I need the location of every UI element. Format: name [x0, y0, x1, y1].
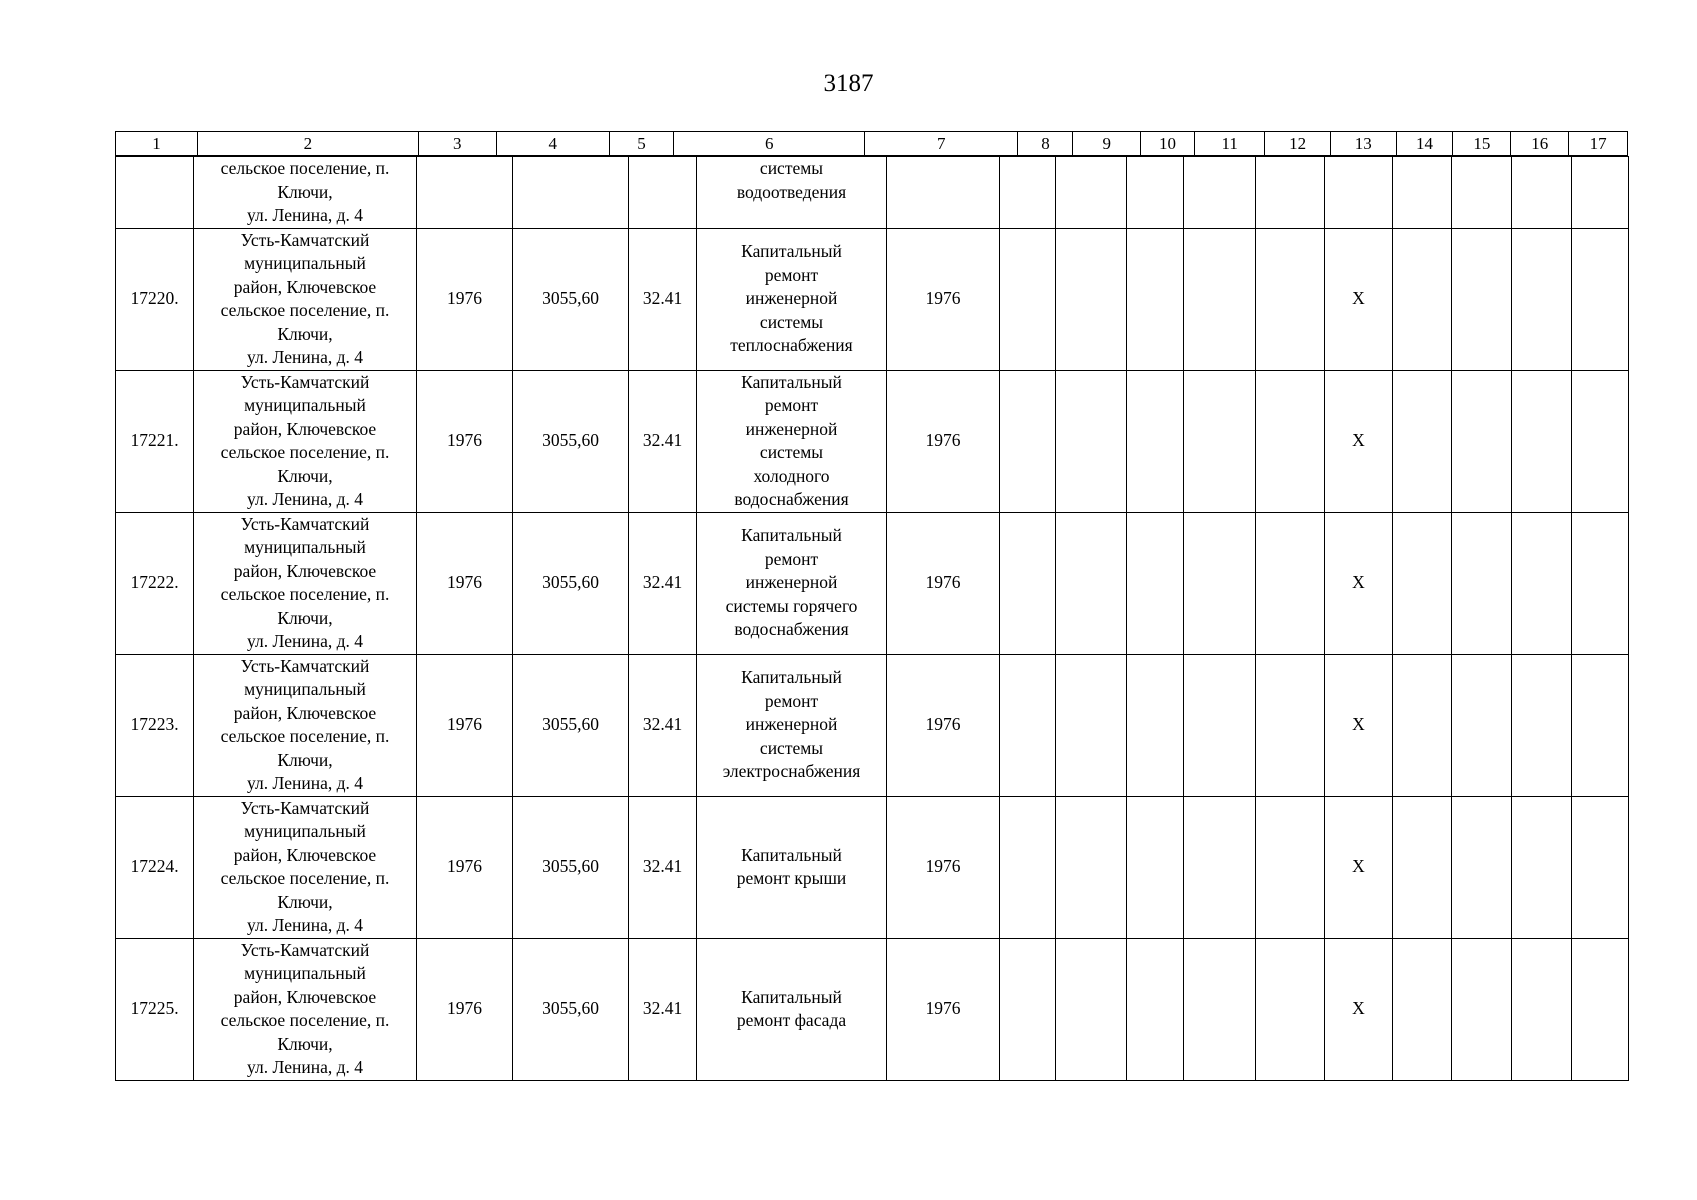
col7-year-cell: 1976 — [887, 654, 1000, 796]
work-type-cell — [697, 796, 887, 938]
address-cell-line: Ключи, — [277, 891, 333, 912]
address-cell-line: сельское поселение, п. — [220, 300, 390, 320]
address-cell-line: ул. Ленина, д. 4 — [247, 205, 363, 225]
column-header-14: 14 — [1397, 132, 1454, 155]
column-number-header — [115, 131, 1628, 156]
empty-cell-col8 — [1000, 512, 1056, 654]
area-cell: 3055,60 — [513, 228, 629, 370]
address-cell-line: Усть-Камчатский — [240, 797, 370, 818]
empty-cell-col14 — [1393, 938, 1452, 1080]
empty-cell-col15 — [1452, 512, 1512, 654]
address-cell-line: муниципальный — [244, 537, 366, 557]
col13-mark-cell: X — [1325, 228, 1393, 370]
empty-cell-col10 — [1127, 938, 1184, 1080]
empty-cell-col12 — [1256, 796, 1325, 938]
address-cell — [194, 512, 417, 654]
work-type-cell — [697, 654, 887, 796]
empty-cell-col8 — [1000, 796, 1056, 938]
empty-cell-col10 — [1127, 654, 1184, 796]
work-type-cell-line: водоотведения — [736, 181, 847, 202]
address-cell-line: район, Ключевское — [233, 418, 377, 439]
table-body — [115, 156, 1629, 1081]
empty-cell-col15 — [1452, 796, 1512, 938]
work-type-cell-line: теплоснабжения — [730, 335, 853, 356]
empty-cell-col10 — [1127, 228, 1184, 370]
address-cell-line: Усть-Камчатский — [240, 513, 370, 534]
empty-cell-col12 — [1256, 228, 1325, 370]
col13-mark-cell: X — [1325, 512, 1393, 654]
empty-cell-col10 — [1127, 796, 1184, 938]
address-cell-line: ул. Ленина, д. 4 — [247, 489, 363, 509]
address-cell-line: сельское поселение, п. — [220, 442, 390, 462]
address-cell-line: район, Ключевское — [233, 702, 377, 723]
column-header-15: 15 — [1453, 132, 1511, 155]
column-header-10: 10 — [1141, 132, 1195, 155]
address-cell-line: муниципальный — [244, 821, 366, 841]
work-type-cell-line: ремонт фасада — [736, 1010, 847, 1030]
column-header-4: 4 — [497, 132, 610, 155]
col7-year-cell: 1976 — [887, 938, 1000, 1080]
code-cell: 32.41 — [629, 938, 697, 1080]
work-type-cell-line: Капитальный — [741, 844, 842, 865]
address-cell-line: район, Ключевское — [233, 986, 377, 1007]
work-type-cell-line: ремонт — [764, 264, 819, 285]
empty-cell-col11 — [1184, 228, 1256, 370]
empty-cell-col10 — [1127, 512, 1184, 654]
address-cell — [194, 370, 417, 512]
col7-year-cell — [887, 157, 1000, 229]
data-table — [115, 131, 1628, 1081]
empty-cell-col12 — [1256, 157, 1325, 229]
empty-cell-col8 — [1000, 654, 1056, 796]
work-type-cell-line: ремонт крыши — [736, 868, 847, 888]
address-cell-line: ул. Ленина, д. 4 — [247, 915, 363, 935]
address-cell-line: район, Ключевское — [233, 276, 377, 297]
empty-cell-col17 — [1572, 512, 1629, 654]
empty-cell-col9 — [1056, 512, 1127, 654]
empty-cell-col10 — [1127, 157, 1184, 229]
row-number: 17224. — [116, 796, 194, 938]
col7-year-cell: 1976 — [887, 512, 1000, 654]
address-cell-line: Ключи, — [277, 749, 333, 770]
work-type-cell-line: Капитальный — [741, 525, 842, 546]
work-type-cell-line: инженерной — [745, 288, 838, 309]
empty-cell-col12 — [1256, 654, 1325, 796]
address-cell-line: сельское поселение, п. — [220, 158, 390, 178]
column-header-6: 6 — [674, 132, 865, 155]
area-cell: 3055,60 — [513, 938, 629, 1080]
area-cell — [513, 157, 629, 229]
empty-cell-col14 — [1393, 157, 1452, 229]
work-type-cell — [697, 512, 887, 654]
address-cell — [194, 938, 417, 1080]
empty-cell-col14 — [1393, 654, 1452, 796]
code-cell: 32.41 — [629, 370, 697, 512]
table-row — [116, 512, 1629, 654]
work-type-cell-line: Капитальный — [741, 667, 842, 688]
empty-cell-col17 — [1572, 157, 1629, 229]
column-header-7: 7 — [865, 132, 1018, 155]
empty-cell-col11 — [1184, 796, 1256, 938]
address-cell-line: сельское поселение, п. — [220, 726, 390, 746]
code-cell: 32.41 — [629, 654, 697, 796]
work-type-cell — [697, 370, 887, 512]
empty-cell-col9 — [1056, 370, 1127, 512]
empty-cell-col9 — [1056, 157, 1127, 229]
address-cell-line: муниципальный — [244, 395, 366, 415]
row-number: 17220. — [116, 228, 194, 370]
code-cell: 32.41 — [629, 796, 697, 938]
table-row — [116, 157, 1629, 229]
empty-cell-col9 — [1056, 938, 1127, 1080]
address-cell-line: Ключи, — [277, 465, 333, 486]
area-cell: 3055,60 — [513, 796, 629, 938]
empty-cell-col14 — [1393, 512, 1452, 654]
empty-cell-col11 — [1184, 654, 1256, 796]
work-type-cell-line: системы — [759, 737, 824, 758]
year-cell: 1976 — [417, 512, 513, 654]
col13-mark-cell: X — [1325, 654, 1393, 796]
address-cell-line: муниципальный — [244, 253, 366, 273]
empty-cell-col8 — [1000, 938, 1056, 1080]
empty-cell-col15 — [1452, 654, 1512, 796]
empty-cell-col15 — [1452, 938, 1512, 1080]
col13-mark-cell: X — [1325, 370, 1393, 512]
empty-cell-col12 — [1256, 370, 1325, 512]
address-cell-line: сельское поселение, п. — [220, 868, 390, 888]
work-type-cell-line: инженерной — [745, 714, 838, 735]
empty-cell-col12 — [1256, 938, 1325, 1080]
work-type-cell — [697, 157, 887, 229]
empty-cell-col16 — [1512, 938, 1572, 1080]
year-cell: 1976 — [417, 796, 513, 938]
empty-cell-col15 — [1452, 370, 1512, 512]
work-type-cell-line: ремонт — [764, 690, 819, 711]
col7-year-cell: 1976 — [887, 228, 1000, 370]
area-cell: 3055,60 — [513, 512, 629, 654]
work-type-cell — [697, 938, 887, 1080]
empty-cell-col11 — [1184, 512, 1256, 654]
empty-cell-col17 — [1572, 796, 1629, 938]
area-cell: 3055,60 — [513, 654, 629, 796]
col13-mark-cell: X — [1325, 938, 1393, 1080]
table-row — [116, 228, 1629, 370]
address-cell-line: ул. Ленина, д. 4 — [247, 631, 363, 651]
column-header-1: 1 — [116, 132, 198, 155]
empty-cell-col15 — [1452, 228, 1512, 370]
address-cell-line: Ключи, — [277, 323, 333, 344]
address-cell — [194, 654, 417, 796]
column-header-16: 16 — [1511, 132, 1569, 155]
empty-cell-col15 — [1452, 157, 1512, 229]
empty-cell-col16 — [1512, 654, 1572, 796]
empty-cell-col16 — [1512, 796, 1572, 938]
row-number: 17221. — [116, 370, 194, 512]
work-type-cell-line: системы — [759, 158, 824, 178]
empty-cell-col12 — [1256, 512, 1325, 654]
year-cell: 1976 — [417, 938, 513, 1080]
empty-cell-col14 — [1393, 228, 1452, 370]
address-cell — [194, 157, 417, 229]
address-cell-line: ул. Ленина, д. 4 — [247, 773, 363, 793]
column-header-8: 8 — [1018, 132, 1073, 155]
table-row — [116, 370, 1629, 512]
address-cell-line: муниципальный — [244, 679, 366, 699]
year-cell: 1976 — [417, 654, 513, 796]
address-cell-line: Ключи, — [277, 181, 333, 202]
table-row — [116, 654, 1629, 796]
column-header-12: 12 — [1265, 132, 1331, 155]
work-type-cell — [697, 228, 887, 370]
address-cell-line: ул. Ленина, д. 4 — [247, 1057, 363, 1077]
empty-cell-col11 — [1184, 938, 1256, 1080]
address-cell-line: ул. Ленина, д. 4 — [247, 347, 363, 367]
work-type-cell-line: системы — [759, 311, 824, 332]
row-number: 17225. — [116, 938, 194, 1080]
column-header-13: 13 — [1331, 132, 1397, 155]
empty-cell-col9 — [1056, 228, 1127, 370]
column-header-9: 9 — [1073, 132, 1141, 155]
row-number: 17223. — [116, 654, 194, 796]
code-cell: 32.41 — [629, 512, 697, 654]
work-type-cell-line: Капитальный — [741, 371, 842, 392]
address-cell-line: Ключи, — [277, 1033, 333, 1054]
empty-cell-col10 — [1127, 370, 1184, 512]
column-header-3: 3 — [419, 132, 497, 155]
work-type-cell-line: водоснабжения — [734, 489, 849, 509]
empty-cell-col16 — [1512, 228, 1572, 370]
work-type-cell-line: ремонт — [764, 548, 819, 569]
work-type-cell-line: инженерной — [745, 418, 838, 439]
address-cell-line: сельское поселение, п. — [220, 584, 390, 604]
year-cell: 1976 — [417, 228, 513, 370]
page-number: 3187 — [823, 70, 874, 97]
address-cell — [194, 796, 417, 938]
col13-mark-cell: X — [1325, 796, 1393, 938]
code-cell — [629, 157, 697, 229]
address-cell — [194, 228, 417, 370]
year-cell: 1976 — [417, 370, 513, 512]
column-header-5: 5 — [610, 132, 675, 155]
empty-cell-col11 — [1184, 157, 1256, 229]
address-cell-line: район, Ключевское — [233, 560, 377, 581]
row-number — [116, 157, 194, 229]
work-type-cell-line: электроснабжения — [722, 761, 861, 782]
table-row — [116, 938, 1629, 1080]
empty-cell-col9 — [1056, 796, 1127, 938]
address-cell-line: сельское поселение, п. — [220, 1010, 390, 1030]
work-type-cell-line: ремонт — [764, 395, 819, 415]
address-cell-line: Усть-Камчатский — [240, 229, 370, 250]
address-cell-line: Ключи, — [277, 607, 333, 628]
empty-cell-col17 — [1572, 654, 1629, 796]
empty-cell-col8 — [1000, 370, 1056, 512]
col7-year-cell: 1976 — [887, 796, 1000, 938]
address-cell-line: Усть-Камчатский — [240, 939, 370, 960]
empty-cell-col17 — [1572, 938, 1629, 1080]
work-type-cell-line: инженерной — [745, 572, 838, 593]
empty-cell-col16 — [1512, 370, 1572, 512]
work-type-cell-line: Капитальный — [741, 986, 842, 1007]
address-cell-line: Усть-Камчатский — [240, 371, 370, 392]
col7-year-cell: 1976 — [887, 370, 1000, 512]
address-cell-line: район, Ключевское — [233, 844, 377, 865]
work-type-cell-line: системы горячего — [725, 595, 858, 616]
column-header-2: 2 — [198, 132, 419, 155]
code-cell: 32.41 — [629, 228, 697, 370]
year-cell — [417, 157, 513, 229]
empty-cell-col11 — [1184, 370, 1256, 512]
column-header-11: 11 — [1195, 132, 1265, 155]
empty-cell-col14 — [1393, 796, 1452, 938]
empty-cell-col14 — [1393, 370, 1452, 512]
work-type-cell-line: водоснабжения — [734, 619, 849, 640]
empty-cell-col17 — [1572, 228, 1629, 370]
area-cell: 3055,60 — [513, 370, 629, 512]
address-cell-line: Усть-Камчатский — [240, 655, 370, 676]
work-type-cell-line: Капитальный — [741, 241, 842, 262]
row-number: 17222. — [116, 512, 194, 654]
work-type-cell-line: холодного — [753, 465, 830, 486]
empty-cell-col16 — [1512, 157, 1572, 229]
empty-cell-col9 — [1056, 654, 1127, 796]
column-header-17: 17 — [1589, 134, 1607, 153]
empty-cell-col17 — [1572, 370, 1629, 512]
empty-cell-col16 — [1512, 512, 1572, 654]
empty-cell-col8 — [1000, 228, 1056, 370]
table-row — [116, 796, 1629, 938]
address-cell-line: муниципальный — [244, 963, 366, 983]
work-type-cell-line: системы — [759, 442, 824, 462]
empty-cell-col8 — [1000, 157, 1056, 229]
col13-mark-cell — [1325, 157, 1393, 229]
